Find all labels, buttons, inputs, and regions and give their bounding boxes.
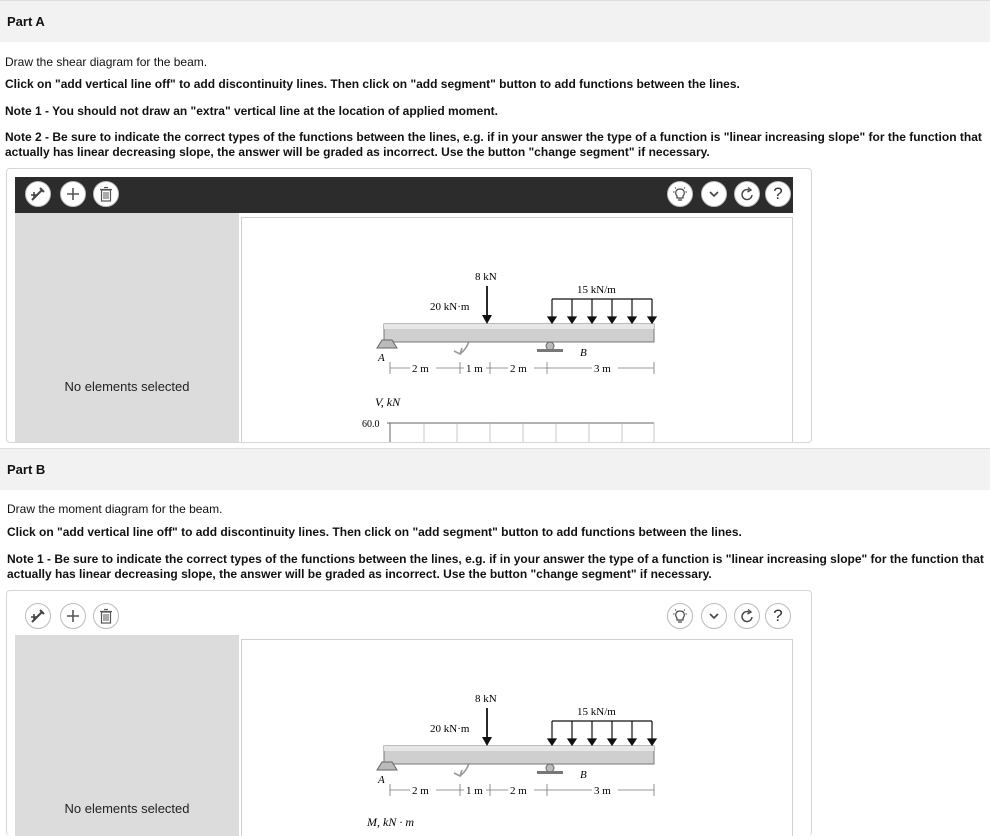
- lightbulb-icon: [672, 608, 688, 624]
- shear-axis-label: V, kN: [375, 395, 401, 409]
- add-vertical-line-icon: [29, 607, 47, 625]
- plus-icon: [65, 186, 81, 202]
- dimension-3: 2 m: [510, 363, 527, 375]
- reset-button[interactable]: [734, 603, 760, 629]
- beam-highlight: [384, 324, 654, 329]
- support-a-label: A: [378, 352, 385, 364]
- roller-ground: [537, 771, 563, 774]
- part-a-selection-status: No elements selected: [64, 379, 190, 394]
- part-a-beam-figure: [242, 218, 793, 443]
- reset-icon: [739, 186, 755, 202]
- reset-icon: [739, 608, 755, 624]
- part-b-instruction-2: Click on "add vertical line off" to add discontinuity lines. Then click on "add segment" button to add functions between the lines.: [7, 525, 742, 539]
- part-a-instruction-1: Draw the shear diagram for the beam.: [5, 55, 208, 69]
- delete-button[interactable]: [93, 181, 119, 207]
- dimension-4: 3 m: [594, 363, 611, 375]
- beam-highlight: [384, 746, 654, 751]
- add-segment-button[interactable]: [60, 181, 86, 207]
- hint-button[interactable]: [667, 603, 693, 629]
- roller-support-b: [546, 342, 554, 350]
- help-icon: ?: [773, 606, 783, 625]
- add-segment-button[interactable]: [60, 603, 86, 629]
- point-load-arrowhead: [482, 737, 492, 746]
- plus-icon: [65, 608, 81, 624]
- part-b-drawing-tool: [6, 590, 812, 836]
- help-button[interactable]: [765, 603, 791, 629]
- dimension-2: 1 m: [466, 363, 483, 375]
- moment-axis-label: M, kN · m: [367, 815, 414, 829]
- dimension-1: 2 m: [412, 363, 429, 375]
- expand-button[interactable]: [701, 603, 727, 629]
- chevron-down-icon: [707, 187, 721, 201]
- distributed-load-label: 15 kN/m: [577, 284, 616, 296]
- part-b-beam-figure: [242, 640, 793, 836]
- add-vertical-line-button[interactable]: [25, 181, 51, 207]
- reset-button[interactable]: [734, 181, 760, 207]
- dimension-1: 2 m: [412, 785, 429, 797]
- part-a-toolbar: [15, 177, 793, 213]
- part-a-title: Part A: [7, 14, 45, 29]
- part-b-selection-panel: [15, 635, 239, 836]
- point-load-label: 8 kN: [475, 271, 497, 283]
- dimension-2: 1 m: [466, 785, 483, 797]
- distributed-load-arrows: [548, 721, 656, 745]
- part-b-header: [0, 448, 990, 490]
- help-icon: ?: [773, 184, 783, 203]
- roller-ground: [537, 349, 563, 352]
- part-a-selection-panel: [15, 213, 239, 443]
- part-a-instruction-2: Click on "add vertical line off" to add discontinuity lines. Then click on "add segment" button to add functions between the lines.: [5, 77, 740, 91]
- shear-axis-value: 60.0: [362, 419, 380, 430]
- dimension-3: 2 m: [510, 785, 527, 797]
- add-vertical-line-icon: [29, 185, 47, 203]
- chevron-down-icon: [707, 609, 721, 623]
- add-vertical-line-button[interactable]: [25, 603, 51, 629]
- support-b-label: B: [580, 347, 587, 359]
- part-a-note-2: Note 2 - Be sure to indicate the correct types of the functions between the lines, e.g. if in your answer the type of a function is "linear increasing slope" for the function that actually has linear decreasing slope, the answer will be graded as incorrect. Use the button "change segment" if necessary.: [5, 130, 982, 159]
- part-b-instruction-1: Draw the moment diagram for the beam.: [7, 502, 223, 516]
- part-a-header: [0, 0, 990, 42]
- distributed-load-label: 15 kN/m: [577, 706, 616, 718]
- part-b-title: Part B: [7, 462, 46, 477]
- part-b-drawing-canvas[interactable]: [241, 639, 793, 836]
- expand-button[interactable]: [701, 181, 727, 207]
- moment-label: 20 kN·m: [430, 301, 470, 313]
- point-load-arrowhead: [482, 315, 492, 324]
- roller-support-b: [546, 764, 554, 772]
- part-b-note-1: Note 1 - Be sure to indicate the correct types of the functions between the lines, e.g. if in your answer the type of a function is "linear increasing slope" for the function that actually has linear decreasing slope, the answer will be graded as incorrect. Use the button "change segment" if necessary.: [7, 552, 984, 581]
- trash-icon: [99, 186, 113, 202]
- part-a-drawing-canvas[interactable]: [241, 217, 793, 443]
- support-b-label: B: [580, 769, 587, 781]
- moment-label: 20 kN·m: [430, 723, 470, 735]
- point-load-label: 8 kN: [475, 693, 497, 705]
- help-button[interactable]: [765, 181, 791, 207]
- part-a-drawing-tool: [6, 168, 812, 443]
- delete-button[interactable]: [93, 603, 119, 629]
- distributed-load-arrows: [548, 299, 656, 323]
- moment-arrowhead: [454, 348, 462, 354]
- moment-arrowhead: [454, 770, 462, 776]
- support-a-label: A: [378, 774, 385, 786]
- hint-button[interactable]: [667, 181, 693, 207]
- lightbulb-icon: [672, 186, 688, 202]
- part-b-selection-status: No elements selected: [64, 801, 190, 816]
- part-b-toolbar: [15, 599, 793, 635]
- trash-icon: [99, 608, 113, 624]
- part-a-note-1: Note 1 - You should not draw an "extra" vertical line at the location of applied moment.: [5, 104, 499, 118]
- shear-grid: [424, 423, 654, 443]
- dimension-4: 3 m: [594, 785, 611, 797]
